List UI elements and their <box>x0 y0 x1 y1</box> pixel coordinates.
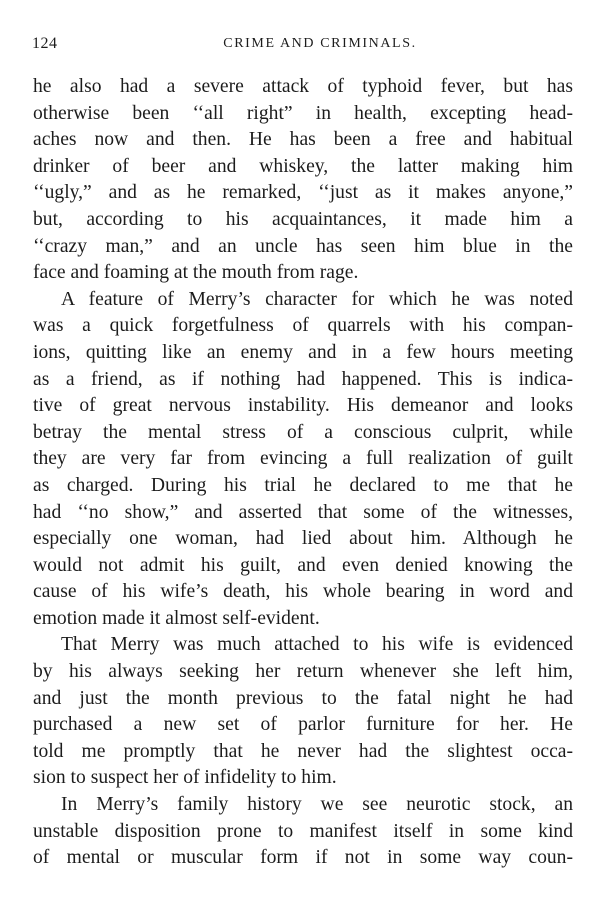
text-line: they are very far from evincing a full realization of guilt <box>33 448 573 470</box>
paragraph <box>33 74 573 287</box>
body-text <box>33 74 573 872</box>
running-head <box>32 35 568 57</box>
text-line: cause of his wife’s death, his whole bearing in word and <box>33 581 573 603</box>
text-line: otherwise been ‘‘all right” in health, excepting head- <box>33 102 573 124</box>
text-line: ‘‘ugly,” and as he remarked, ‘‘just as it makes anyone,” <box>33 182 573 204</box>
text-line: drinker of beer and whiskey, the latter making him <box>33 155 573 177</box>
text-line: In Merry’s family history we see neurotic stock, an <box>61 794 573 816</box>
text-line: ions, quitting like an enemy and in a few hours meeting <box>33 341 573 363</box>
text-line: A feature of Merry’s character for which he was noted <box>61 288 573 310</box>
text-line: by his always seeking her return whenever she left him, <box>33 661 573 683</box>
text-line: of mental or muscular form if not in some way coun- <box>33 847 573 869</box>
text-line: betray the mental stress of a conscious culprit, while <box>33 421 573 443</box>
text-line: and just the month previous to the fatal night he had <box>33 687 573 709</box>
paragraph <box>33 792 573 872</box>
text-line: unstable disposition prone to manifest itself in some kind <box>33 820 573 842</box>
text-line: as a friend, as if nothing had happened. This is indica- <box>33 368 573 390</box>
text-line: but, according to his acquaintances, it made him a <box>33 208 573 230</box>
text-line: aches now and then. He has been a free and habitual <box>33 129 573 151</box>
paragraph <box>33 287 573 633</box>
text-line: as charged. During his trial he declared to me that he <box>33 474 573 496</box>
text-line: was a quick forgetfulness of quarrels with his compan- <box>33 315 573 337</box>
text-line: ‘‘crazy man,” and an uncle has seen him blue in the <box>33 235 573 257</box>
text-line: sion to suspect her of infidelity to him. <box>33 767 337 789</box>
text-line: That Merry was much attached to his wife is evidenced <box>61 634 573 656</box>
page-number: 124 <box>32 35 58 52</box>
text-line: emotion made it almost self-evident. <box>33 607 320 629</box>
text-line: tive of great nervous instability. His demeanor and looks <box>33 395 573 417</box>
text-line: face and foaming at the mouth from rage. <box>33 262 359 284</box>
text-line: he also had a severe attack of typhoid fever, but has <box>33 76 573 97</box>
paragraph <box>33 632 573 792</box>
text-line: had ‘‘no show,” and asserted that some of the witnesses, <box>33 501 573 523</box>
text-line: purchased a new set of parlor furniture for her. He <box>33 714 573 736</box>
text-line: would not admit his guilt, and even denied knowing the <box>33 554 573 576</box>
text-line: especially one woman, had lied about him. Although he <box>33 528 573 550</box>
running-title: CRIME AND CRIMINALS. <box>223 36 417 51</box>
text-line: told me promptly that he never had the slightest occa- <box>33 740 573 762</box>
